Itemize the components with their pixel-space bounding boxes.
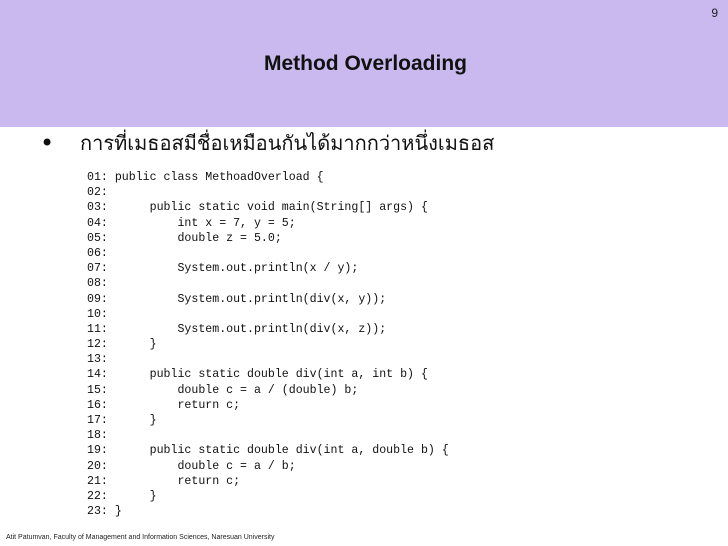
- code-line: 08:: [87, 277, 108, 291]
- bullet-item: [40, 126, 494, 160]
- code-line: 06:: [87, 246, 108, 260]
- bullet-icon: •: [40, 129, 55, 157]
- code-line: 12: }: [87, 338, 157, 352]
- bullet-text: การที่เมธอสมีชื่อเหมือนกันได้มากกว่าหนึ่งเมธอส: [80, 131, 495, 155]
- code-line: 14: public static double div(int a, int b) {: [87, 368, 428, 382]
- code-line: 09: System.out.println(div(x, y));: [87, 292, 387, 306]
- header-band: [0, 0, 728, 127]
- code-line: 01: public class MethoadOverload {: [87, 171, 324, 184]
- slide-title-text: Method Overloading: [263, 52, 467, 75]
- code-line: 22: }: [87, 489, 157, 503]
- code-line: 11: System.out.println(div(x, z));: [87, 322, 387, 336]
- code-line: 15: double c = a / (double) b;: [87, 383, 359, 397]
- code-line: 04: int x = 7, y = 5;: [87, 216, 296, 230]
- code-line: 07: System.out.println(x / y);: [87, 262, 359, 276]
- slide-title: [0, 52, 728, 76]
- code-line: 17: }: [87, 414, 157, 427]
- code-line: 20: double c = a / b;: [87, 459, 296, 473]
- code-listing: [87, 170, 449, 519]
- code-line: 05: double z = 5.0;: [87, 231, 282, 245]
- code-line: 10:: [87, 307, 108, 321]
- code-line: 13:: [87, 353, 108, 367]
- code-line: 18:: [87, 429, 108, 443]
- code-line: 16: return c;: [87, 398, 241, 412]
- code-line: 03: public static void main(String[] args) {: [87, 201, 428, 215]
- code-line: 19: public static double div(int a, double b) {: [87, 444, 449, 458]
- code-line: 21: return c;: [87, 474, 241, 488]
- code-line: 02:: [87, 186, 108, 200]
- code-line: 23: }: [87, 505, 122, 519]
- footer-credit: Atit Patumvan, Faculty of Management and Information Sciences, Naresuan University: [6, 534, 275, 541]
- page-number: 9: [711, 6, 718, 20]
